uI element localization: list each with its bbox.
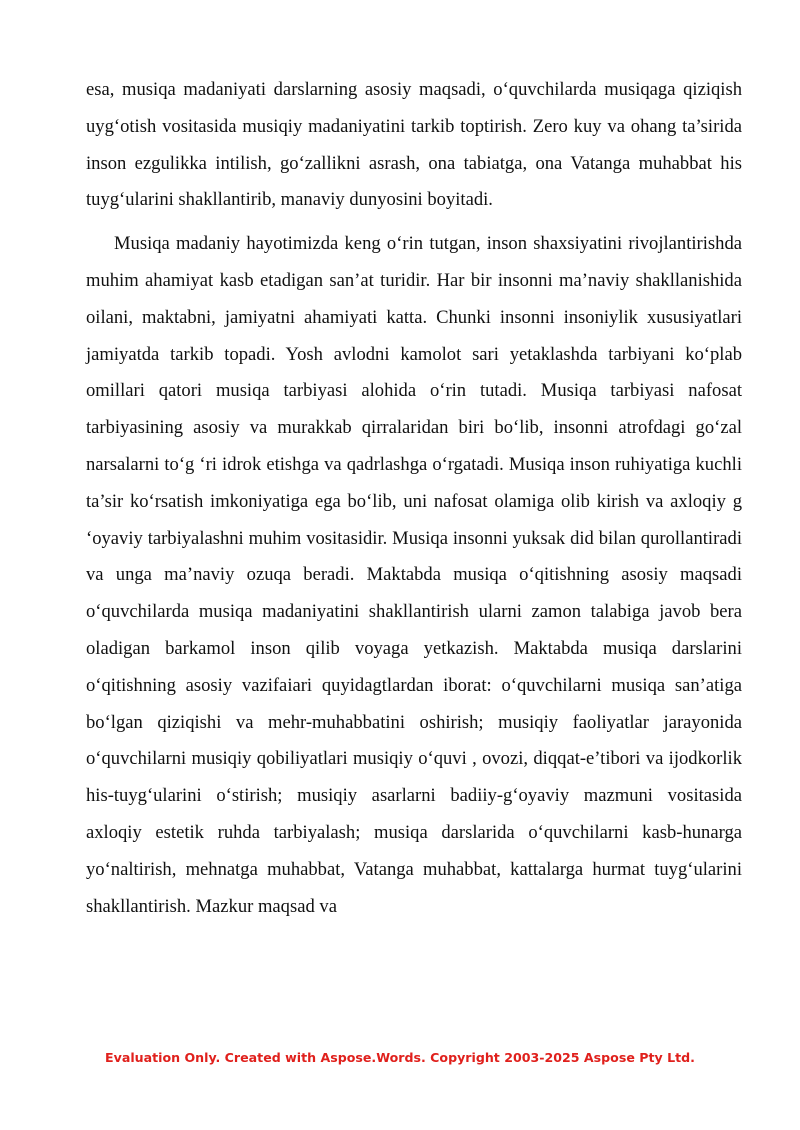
evaluation-watermark: Evaluation Only. Created with Aspose.Words. Copyright 2003-2025 Aspose Pty Ltd.	[105, 1050, 695, 1065]
paragraph-2: Musiqa madaniy hayotimizda keng o‘rin tutgan, inson shaxsiyatini rivojlantirishda muhim ahamiyat kasb etadigan san’at turidir. Har bir insonni ma’naviy shakllanishida oilani, maktabni, jamiyatni ahamiyati katta. Chunki insonni insoniylik xususiyatlari jamiyatda tarkib topadi. Yosh avlodni kamolot sari yetaklashda tarbiyani ko‘plab omillari qatori musiqa tarbiyasi alohida o‘rin tutadi. Musiqa tarbiyasi nafosat tarbiyasining asosiy va murakkab qirralaridan biri bo‘lib, insonni atrofdagi go‘zal narsalarni to‘g ‘ri idrok etishga va qadrlashga o‘rgatadi. Musiqa inson ruhiyatiga kuchli ta’sir ko‘rsatish imkoniyatiga ega bo‘lib, uni nafosat olamiga olib kirish va axloqiy g ‘oyaviy tarbiyalashni muhim vositasidir. Musiqa insonni yuksak did bilan qurollantiradi va unga ma’naviy ozuqa beradi. Maktabda musiqa o‘qitishning asosiy maqsadi o‘quvchilarda musiqa madaniyatini shakllantirish ularni zamon talabiga javob bera oladigan barkamol inson qilib voyaga yetkazish. Maktabda musiqa darslarini o‘qitishning asosiy vazifaiari quyidagtlardan iborat: o‘quvchilarni musiqa san’atiga bo‘lgan qiziqishi va mehr-muhabbatini oshirish; musiqiy faoliyatlar jarayonida o‘quvchilarni musiqiy qobiliyatlari musiqiy o‘quvi , ovozi, diqqat-e’tibori va ijodkorlik his-tuyg‘ularini o‘stirish; musiqiy asarlarni badiiy-g‘oyaviy mazmuni vositasida axloqiy estetik ruhda tarbiyalash; musiqa darslarida o‘quvchilarni kasb-hunarga yo‘naltirish, mehnatga muhabbat, Vatanga muhabbat, kattalarga hurmat tuyg‘ularini shakllantirish. Mazkur maqsad va	[86, 233, 742, 917]
paragraph-1: esa, musiqa madaniyati darslarning asosiy maqsadi, o‘quvchilarda musiqaga qiziqish uyg‘otish vositasida musiqiy madaniyatini tarkib toptirish. Zero kuy va ohang ta’sirida inson ezgulikka intilish, go‘zallikni asrash, ona tabiatga, ona Vatanga muhabbat his tuyg‘ularini shakllantirib, manaviy dunyosini boyitadi.	[86, 79, 742, 211]
document-page	[86, 72, 742, 925]
